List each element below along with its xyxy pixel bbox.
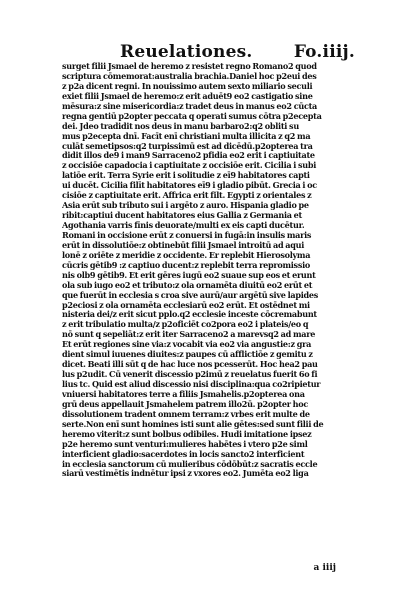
text-line: p2e heremo sunt venturi:mulieres habētes i vtero p2e siml [62,439,308,449]
text-line: nisteria dei/z erit sicut pplo.q2 ecclesie inceste cōcremabunt [62,310,317,320]
text-line: didit illos de9 i man9 Sarraceno2 pfidia eo2 erit i captiuitate [62,151,315,161]
text-line: Agothania varris fīnis deuorate/multi ex eis capti ducētur. [62,221,305,230]
text-line: ribit:captiui ducent habitatores eius Gallia z Germania et [62,211,302,221]
text-line: que fuerūt in ecclesia s croa sive aurū/aur argētū sive lapides [62,290,319,300]
text-line: mus p2ecepta dnī. Facīt enī christiani multa illicita z q2 ma [62,131,311,141]
text-line: cūcris gētib9 :z captiuo ducent:z replebit terra repromissio [62,260,311,270]
text-line: Et erūt regiones sine via:z vocabit via eo2 via angustie:z gra [62,340,312,350]
text-line: Asia erūt sub tributo sui i argēto z auro. Hispania gladio pe [62,201,309,211]
text-line: culāt semetipsos:q2 turpissimū est ad dicēdū.p2opterea tra [62,141,313,151]
text-line: grū deus appellauit Jsmahelem patrem illo2ū. p2opter hoc [62,399,309,409]
text-line: cisiōe z captiuitate erit. Affrica erit filt. Egypti z orientales z [62,191,312,201]
text-line: scriptura cōmemorat:australia brachia.Daniel hoc p2eui des [62,71,317,81]
text-line: nō sunt q sepeliāt:z erit iter Sarraceno2 a marevsq2 ad mare [62,330,316,340]
text-line: surget filii Jsmael de heremo z resistet regno Romano2 quod [62,62,317,71]
body-text [62,62,382,479]
folio-number: Fo.iiij. [293,42,355,62]
text-line: serte.Non enī sunt homines isti sunt alie gētes:sed sunt filii de [62,419,324,429]
text-line: erūt in dissolutiōe:z obtinebūt filii Jsmael introitū ad aqui [62,240,305,250]
text-line: dicet. Beati illi sūt q de hac luce nos pcesserūt. Hoc hea2 pau [62,360,318,370]
text-line: vniuersi habitatores terre a filiis Jsmahelis.p2opterea ona [62,389,305,399]
text-line: z occisiōe capadocia i captiuitate z occisiōe erit. Cicilia i subi [62,161,317,171]
text-line: mēsura:z sine misericordia:z tradet deus in manus eo2 cūcta [62,101,318,111]
text-line: lus p2udit. Cū venerit discessio p2imū z reuelatus fuerit 6o fi [62,370,318,380]
text-line: ola sub iugo eo2 et tributo:z ola ornamēta diuitū eo2 erūt et [62,280,313,290]
text-line: Romani in occisione erūt z conuersi in fugā:in insulis maris [62,230,312,240]
text-line: exiet filii Jsmael de heremo:z erit aduēt9 eo2 castigatio sine [62,91,313,101]
text-line: dissolutionem tradent omnem terram:z vrbes erit multe de [62,409,310,419]
text-line: regna gentiū p2opter peccata q operati sumus cōtra p2ecepta [62,111,322,121]
text-line: latiōe erit. Terra Syrie erit i solitudie z eī9 habitatores capti [62,171,310,181]
text-line: z p2a dicent regni. In nouissimo autem sexto miliario seculi [62,81,313,91]
text-line: ui ducēt. Cicilia filīt habitatores eī9 i gladio pibūt. Grecia i oc [62,181,317,191]
text-line: lonē z oriēte z meridie z occidente. Er replebit Hierosolyma [62,250,311,260]
text-line: heremo viterit:z sunt bolbus odibiles. Hudi imitatione ipsez [62,429,312,439]
text-line: siarū vestimētis indnētur ipsi z vxores eo2. Jumēta eo2 liga [62,469,309,479]
text-line: nis olb9 gētib9. Et erit gēres iugū eo2 suaue sup eos et erunt [62,270,316,280]
signature-mark: a iiij [313,563,336,573]
running-title: Reuelationes. [120,42,253,62]
text-line: dient simul iuuenes diuites:z paupes cū afflictiōe z gemitu z [62,350,313,360]
text-line: z erit tribulatio multa/z p2oficiēt co2pora eo2 i plateis/eo q [62,320,309,330]
text-line: dei. Jdeo tradidit nos deus in manu barbaro2:q2 obliti su [62,121,299,131]
text-line: interficient gladio:sacerdotes in locis sancto2 interficient [62,449,305,459]
text-line: lius tc. Quid est aliud discessio nisi disciplina:qua co2ripietur [62,380,321,389]
text-line: in ecclesia sanctorum cū mulieribus cōdōbūt:z sacratis eccle [62,459,318,469]
text-line: p2eciosi z ola ornamēta ecclesiarū eo2 erūt. Et ostēdnet mi [62,300,310,310]
